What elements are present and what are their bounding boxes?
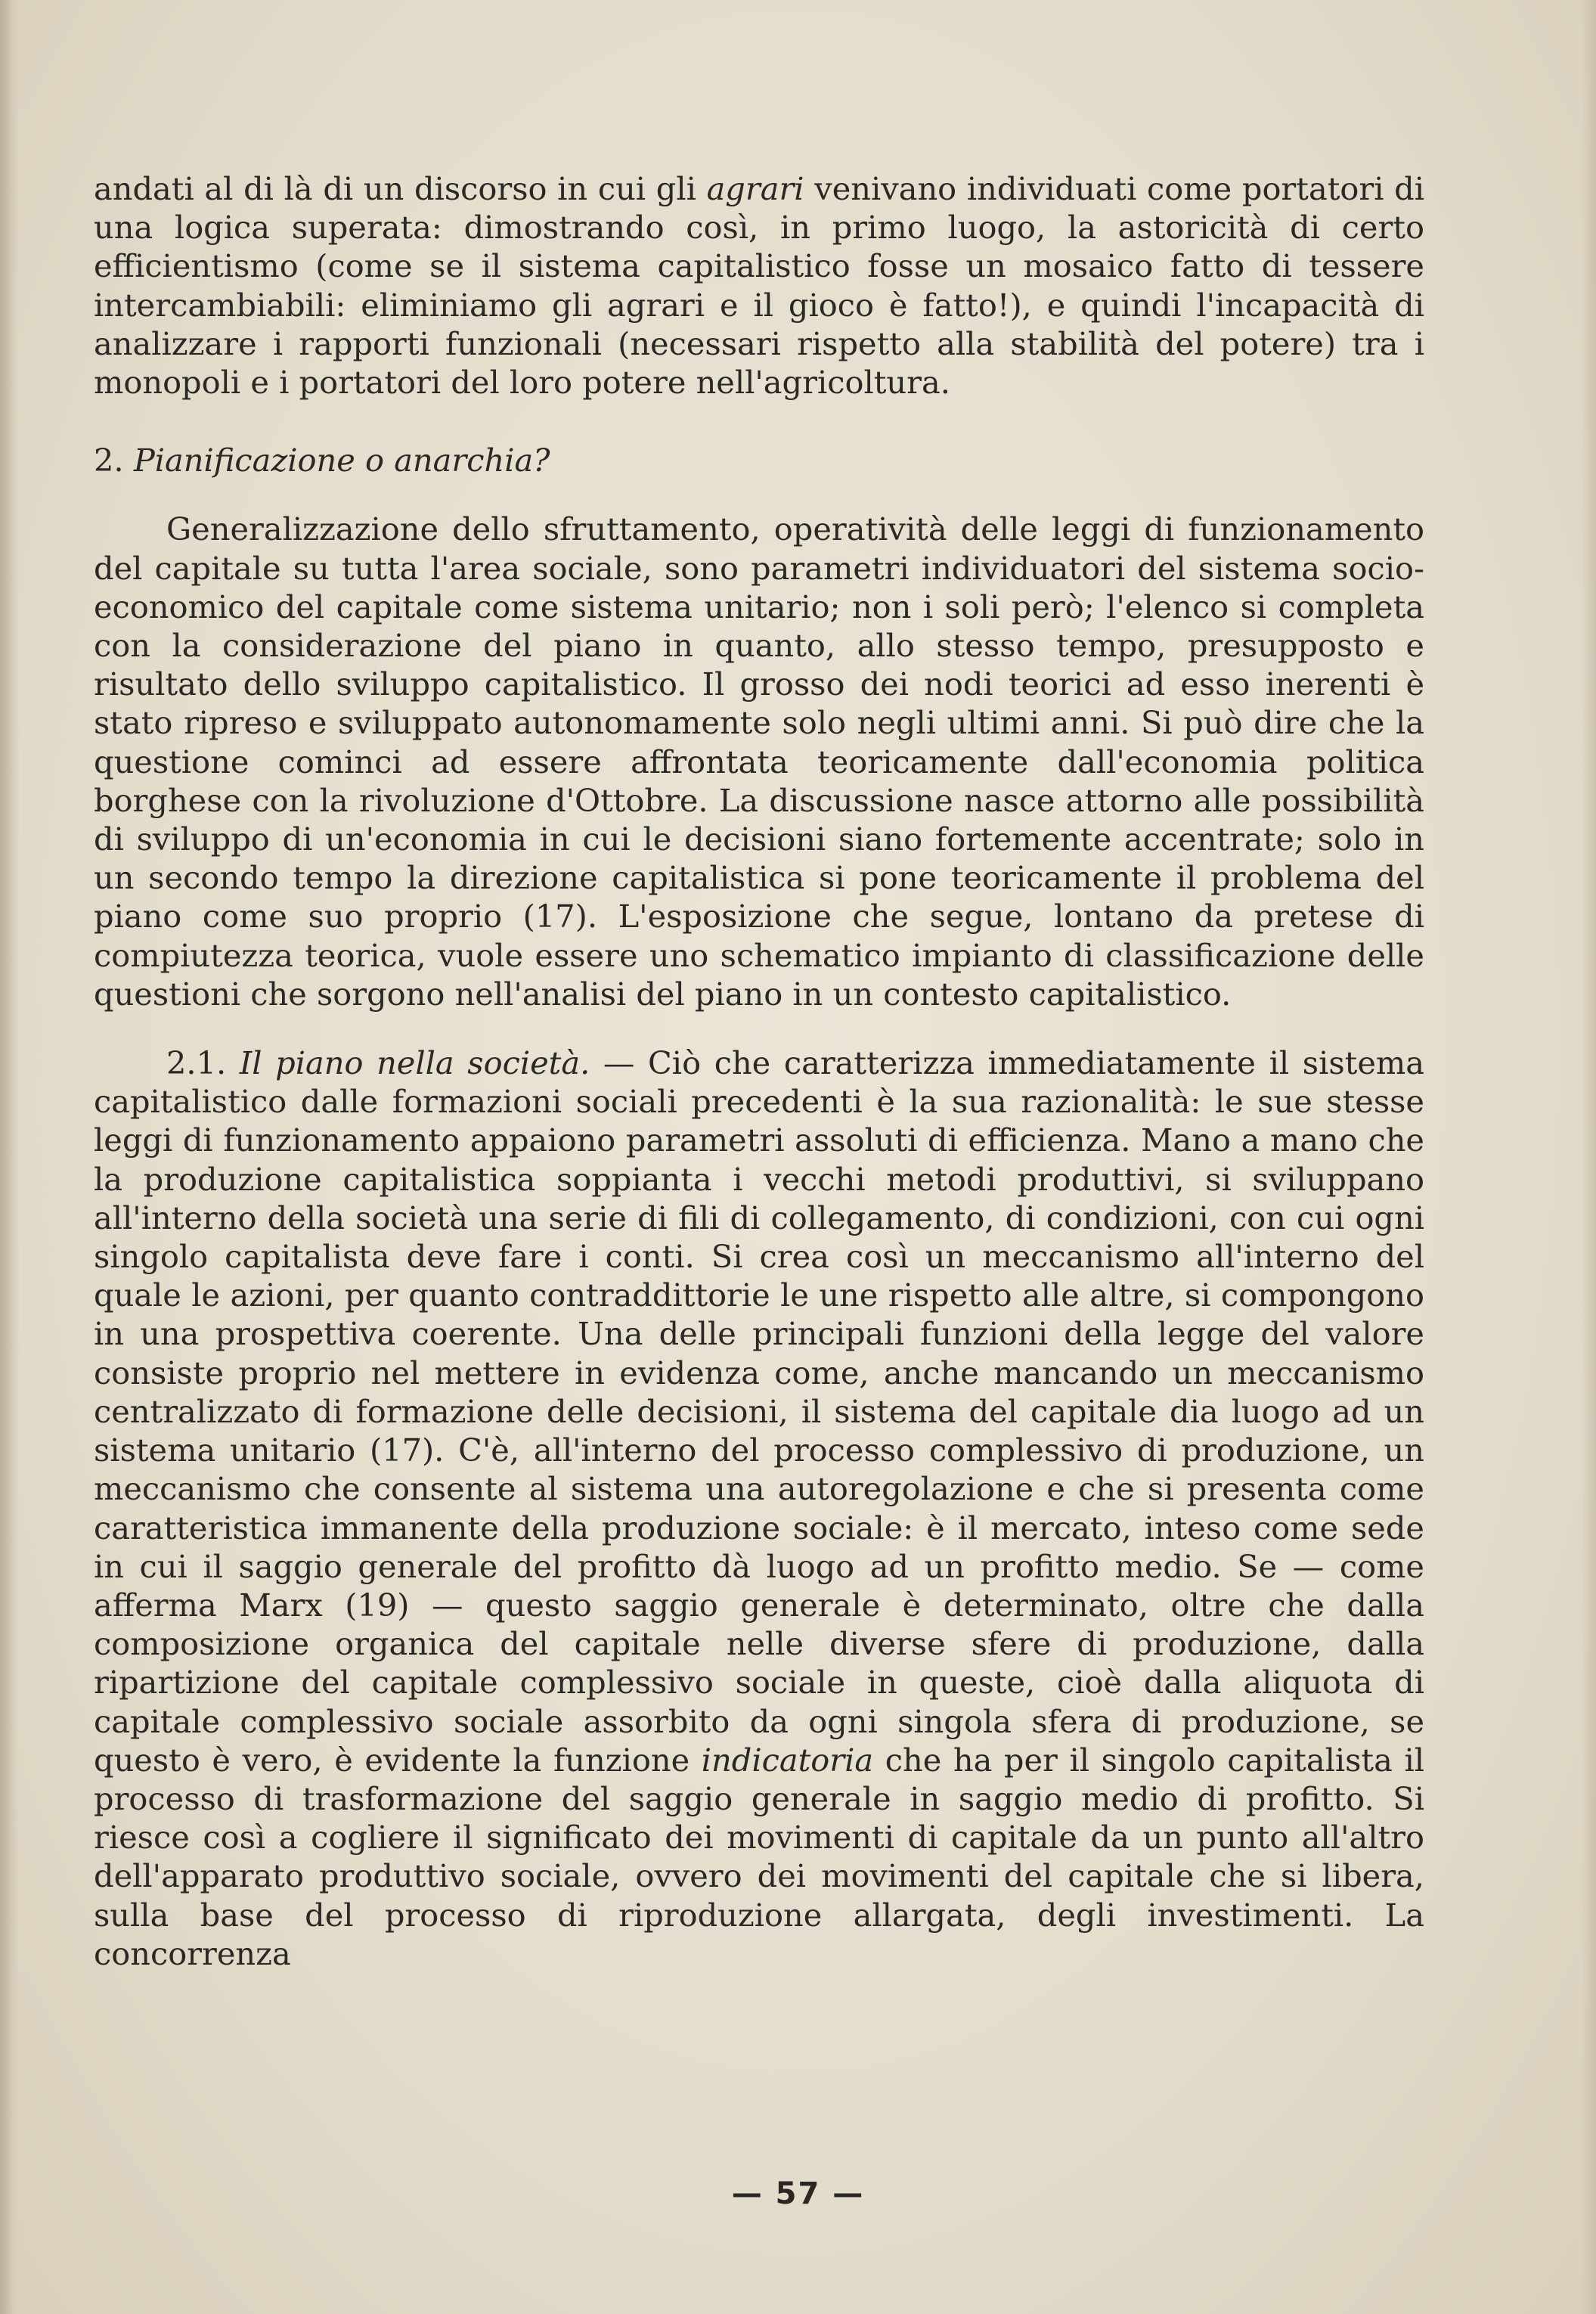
paragraph-3-part-a: Ciò che caratterizza immediatamente il sistema capitalistico dalle formazioni sociali precedenti è la sua razionalità: le sue stesse leggi di funzionamento appaiono parametri assoluti di efficienza. Mano a mano che la produzione capitalistica soppianta i vecchi metodi produttivi, si sviluppano all'interno della società una serie di fili di collegamento, di condizioni, con cui ogni singolo capitalista deve fare i conti. Si crea così un meccanismo all'interno del quale le azioni, per quanto contraddittorie le une rispetto alle altre, si compongono in una prospettiva coerente. Una delle principali funzioni della legge del valore consiste proprio nel mettere in evidenza come, anche mancando un meccanismo centralizzato di formazione delle decisioni, il sistema del capitale dia luogo ad un sistema unitario (17). C'è, all'interno del processo complessivo di produzione, un meccanismo che consente al sistema una autoregolazione e che si presenta come caratteristica immanente della produzione sociale: è il mercato, inteso come sede in cui il saggio generale del profitto dà luogo ad un profitto medio. Se — come afferma Marx (19) — questo saggio generale è determinato, oltre che dalla composizione organica del capitale nelle diverse sfere di produzione, dalla ripartizione del capitale complessivo sociale in queste, cioè dalla aliquota di capitale complessivo sociale assorbito da ogni singola sfera di produzione, se questo è vero, è evidente la funzione <box>94 1044 1424 1779</box>
subsection-number: 2.1. <box>166 1044 227 1082</box>
section-heading-2 <box>94 441 1424 479</box>
section-number: 2. <box>94 442 124 479</box>
subsection-dash: — <box>590 1044 649 1082</box>
page-left-edge <box>0 0 20 2314</box>
paragraph-1-start: andati al di là di un discorso in cui gli <box>94 170 707 207</box>
paragraph-1-emphasis: agrari <box>706 170 804 207</box>
paragraph-3-emphasis: indicatoria <box>701 1741 874 1779</box>
paragraph-1-rest: venivano individuati come portatori di una logica superata: dimostrando così, in primo luogo, la astoricità di certo efficientismo (come se il sistema capitalistico fosse un mosaico fatto di tessere intercambiabili: eliminiamo gli agrari e il gioco è fatto!), e quindi l'incapacità di analizzare i rapporti funzionali (necessari rispetto alla stabilità del potere) tra i monopoli e i portatori del loro potere nell'agricoltura. <box>94 170 1424 402</box>
body-text <box>94 169 1424 1973</box>
section-title: Pianificazione o anarchia? <box>133 442 550 479</box>
paragraph-3-part-b: che ha per il singolo capitalista il processo di trasformazione del saggio generale in saggio medio di profitto. Si riesce così a cogliere il significato dei movimenti di capitale da un punto all'altro dell'apparato produttivo sociale, ovvero dei movimenti del capitale che si libera, sulla base del processo di riproduzione allargata, degli investimenti. La concorrenza <box>94 1741 1424 1972</box>
page-right-edge <box>1581 0 1596 2314</box>
subsection-title: Il piano nella società. <box>239 1044 590 1082</box>
paragraph-1 <box>94 169 1424 402</box>
paragraph-3 <box>94 1044 1424 1973</box>
paragraph-2: Generalizzazione dello sfruttamento, operatività delle leggi di funzionamento del capitale su tutta l'area sociale, sono parametri individuatori del sistema socio-economico del capitale come sistema unitario; non i soli però; l'elenco si completa con la considerazione del piano in quanto, allo stesso tempo, presupposto e risultato dello sviluppo capitalistico. Il grosso dei nodi teorici ad esso inerenti è stato ripreso e sviluppato autonomamente solo negli ultimi anni. Si può dire che la questione cominci ad essere affrontata teoricamente dall'economia politica borghese con la rivoluzione d'Ottobre. La discussione nasce attorno alle possibilità di sviluppo di un'economia in cui le decisioni siano fortemente accentrate; solo in un secondo tempo la direzione capitalistica si pone teoricamente il problema del piano come suo proprio (17). L'esposizione che segue, lontano da pretese di compiutezza teorica, vuole essere uno schematico impianto di classificazione delle questioni che sorgono nell'analisi del piano in un contesto capitalistico. <box>94 510 1424 1013</box>
page-number: — 57 — <box>731 2176 865 2211</box>
